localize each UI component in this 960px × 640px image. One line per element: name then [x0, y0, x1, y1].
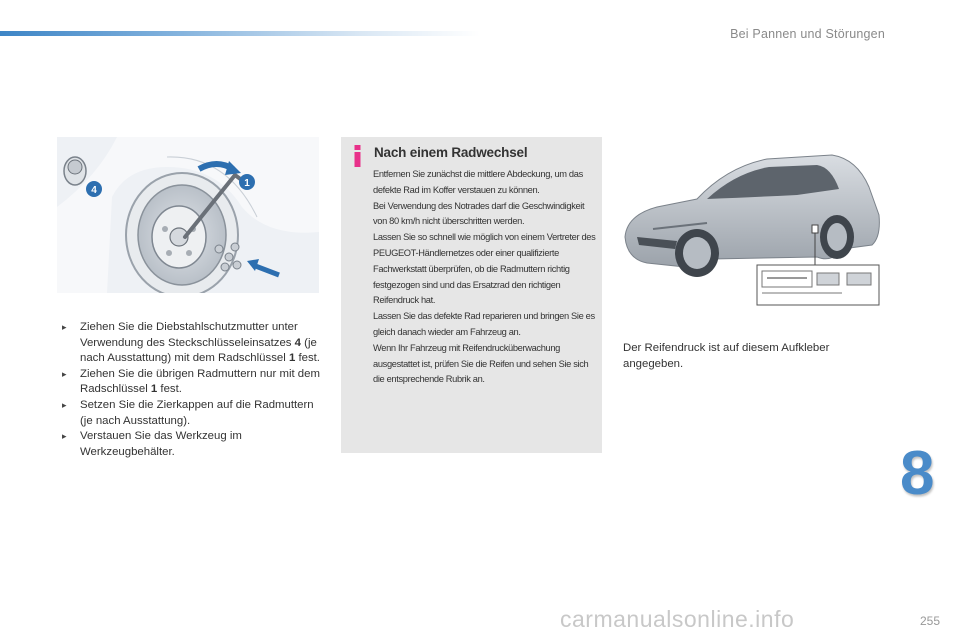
info-paragraph: Wenn Ihr Fahrzeug mit Reifendrucküberwachung ausgestattet ist, prüfen Sie die Reifen und sehen Sie sich die entsprechende Rubrik an.: [373, 342, 589, 385]
step-item: ▸ Verstauen Sie das Werkzeug im Werkzeugbehälter.: [62, 430, 242, 458]
callout-socket-label: 4: [91, 185, 97, 196]
watermark: carmanualsonline.info: [560, 606, 795, 632]
info-paragraph: Entfernen Sie zunächst die mittlere Abdeckung, um das defekte Rad im Koffer verstauen zu können.: [373, 169, 583, 195]
procedure-steps: [62, 320, 324, 460]
tire-label-caption: Der Reifendruck ist auf diesem Aufkleber angegeben.: [623, 342, 830, 370]
section-title: Bei Pannen und Störungen: [730, 27, 885, 41]
step-item: ▸ Ziehen Sie die übrigen Radmuttern nur mit dem Radschlüssel 1 fest.: [62, 367, 320, 396]
car-tire-label-figure: [617, 137, 882, 309]
info-box-title: Nach einem Radwechsel: [374, 145, 528, 160]
wheel-nut-figure: [57, 137, 319, 293]
header-accent-bar: [0, 31, 480, 36]
callout-wrench-label: 1: [244, 178, 250, 189]
bullet-icon: ▸: [62, 399, 67, 410]
info-paragraph: Lassen Sie das defekte Rad reparieren und bringen Sie es gleich danach wieder am Fahrzeug an.: [373, 311, 595, 337]
chapter-number: 8: [900, 439, 935, 508]
info-paragraph: Bei Verwendung des Notrades darf die Geschwindigkeit von 80 km/h nicht überschritten werden.: [373, 200, 585, 227]
step-item: ▸ Setzen Sie die Zierkappen auf die Radmuttern (je nach Ausstattung).: [62, 398, 314, 427]
info-box: [341, 137, 602, 453]
info-paragraph: Lassen Sie so schnell wie möglich von einem Vertreter des PEUGEOT-Händlernetzes oder einer qualifizierte Fachwerkstatt überprüfen, ob die Radmuttern richtig festgezogen sind und das Ersatzrad den richtigen Reifendruck hat.: [373, 232, 596, 306]
step-item: ▸ Ziehen Sie die Diebstahlschutzmutter unter Verwendung des Steckschlüsseleinsatzes 4 (je nach Ausstattung) mit dem Radschlüssel 1 fest.: [62, 321, 320, 365]
bullet-icon: ▸: [62, 431, 67, 442]
bullet-icon: ▸: [62, 368, 67, 379]
bullet-icon: ▸: [62, 322, 67, 332]
page-number: 255: [919, 614, 940, 628]
info-box-body: [373, 167, 598, 388]
info-icon: [353, 145, 362, 167]
